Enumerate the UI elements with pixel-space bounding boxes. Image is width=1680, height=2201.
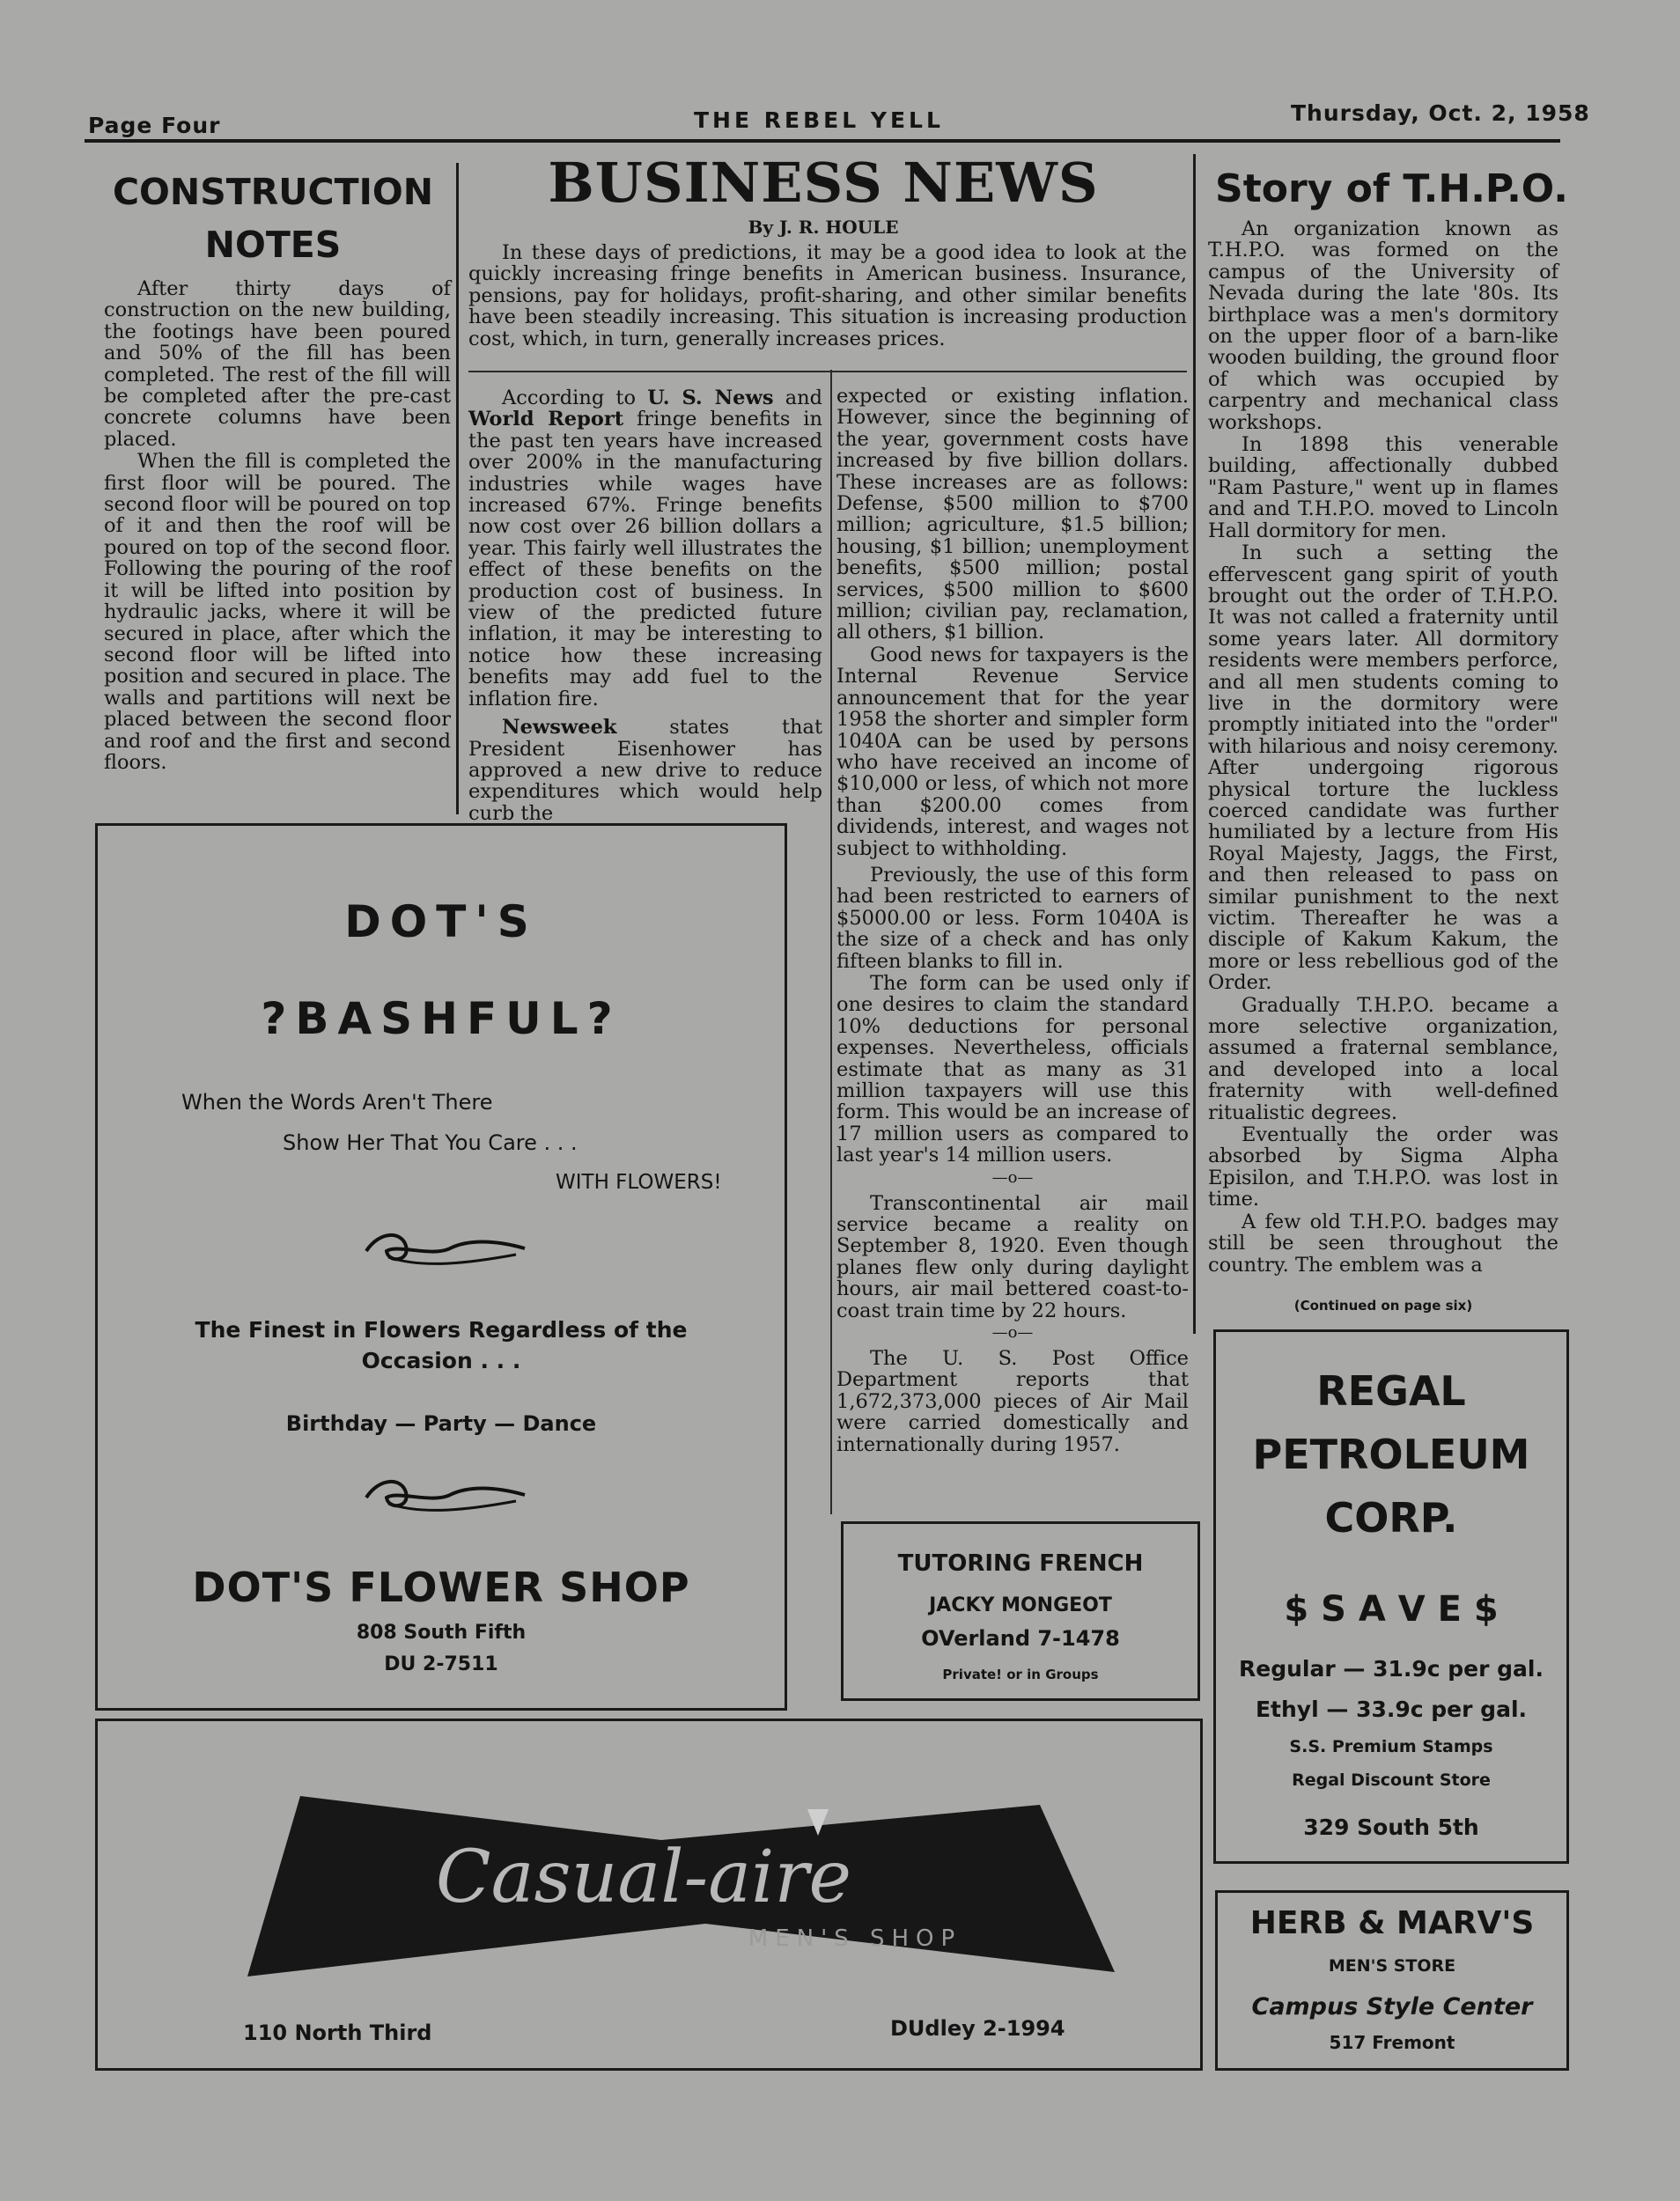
regal-petroleum-ad [1213,1329,1569,1864]
column-rule-2 [1193,154,1196,1334]
regal-stamps: S.S. Premium Stamps [1289,1737,1493,1756]
text: According to [502,386,648,409]
business-title: BUSINESS NEWS [548,151,1099,215]
thpo-paragraph: A few old T.H.P.O. badges may still be seen throughout the country. The emblem was a [1208,1210,1558,1277]
source-name: Newsweek [502,716,617,740]
dots-line8: Birthday — Party — Dance [285,1411,597,1436]
herb-title: HERB & MARV'S [1249,1905,1535,1941]
casual-aire-phone: DUdley 2-1994 [890,2016,1065,2041]
source-name: World Report [468,408,624,431]
business-lead [468,242,1187,350]
dots-shop-name: DOT'S FLOWER SHOP [192,1564,690,1611]
herb-slogan: Campus Style Center [1251,1993,1533,2021]
herb-address: 517 Fremont [1329,2032,1455,2053]
text: and [773,386,823,409]
thpo-paragraph: In such a setting the effervescent gang spirit of youth brought out the order of T.H.P.O. It was not called a fraternity until some years later. All dormitory residents were members perforce, and all men students coming to live in the dormitory were promptly initiated into the "order" with hilarious and noisy ceremony. After undergoing rigorous physical torture the luckless coerced candidate was further humiliated by a lecture from His Royal Majesty, Jaggs, the First, and then released to pass on similar punishment to the next victim. Thereafter he was a disciple of Kakum Kakum, the more or less rebellious god of the Order. [1208,541,1558,995]
column-rule-1 [456,163,459,814]
business-right-column [836,386,1189,1456]
construction-title-line1: CONSTRUCTION [112,171,434,213]
dots-line2: ?BASHFUL? [261,993,622,1044]
construction-title-line2: NOTES [204,224,342,266]
thpo-paragraph: In 1898 this venerable building, affectionally dubbed "Ram Pasture," went up in flames and and T.H.P.O. moved to Lincoln Hall dormitory for men. [1208,433,1558,542]
construction-title [97,166,449,271]
casual-aire-ad [95,1719,1203,2071]
dots-phone: DU 2-7511 [384,1653,498,1675]
tutoring-phone: OVerland 7-1478 [921,1626,1120,1651]
tutoring-ad [841,1521,1200,1701]
regal-store: Regal Discount Store [1292,1770,1491,1790]
regal-line2: PETROLEUM [1252,1431,1530,1478]
tutoring-title: TUTORING FRENCH [897,1550,1144,1577]
construction-paragraph: When the fill is completed the first floor will be poured. The second floor will be poured on top of it and then the roof will be poured on top of the second floor. Following the pouring of the roof it will be lifted into position by hydraulic jacks, where it will be secured in place, after which the second floor will be lifted into position and secured in place. The walls and partitions will next be placed between the second floor and roof and the first and second floors. [104,450,451,774]
casual-aire-tagline: MEN'S SHOP [748,1925,962,1952]
business-paragraph: Transcontinental air mail service became a reality on September 8, 1920. Even though planes flew only during daylight hours, air mail bettered coast-to-coast train time by 22 hours. [836,1191,1189,1322]
dots-flower-ad [95,823,787,1711]
dots-line6: The Finest in Flowers Regardless of the [195,1317,688,1343]
regal-save: $ S A V E $ [1284,1589,1499,1630]
article-separator: —o— [991,1323,1034,1343]
business-paragraph: Previously, the use of this form had been restricted to earners of $5000.00 or less. Form 1040A is the size of a check and has only fifteen blanks to fill in. [836,863,1189,973]
ornament-flourish [362,1226,529,1270]
business-lead-paragraph: In these days of predictions, it may be a good idea to look at the quickly increasing fringe benefits in American business. Insurance, pensions, pay for holidays, profit-sharing, and other similar benefits have been steadily increasing. This situation is increasing production cost, which, in turn, generally increases prices. [468,241,1187,350]
business-paragraph [468,717,822,824]
regal-line3: CORP. [1324,1494,1458,1542]
tutoring-note: Private! or in Groups [942,1667,1099,1682]
business-paragraph [468,387,822,710]
thpo-article [1208,218,1558,1277]
casual-aire-address: 110 North Third [243,2021,432,2045]
dots-line3: When the Words Aren't There [181,1090,493,1115]
business-paragraph: The U. S. Post Office Department reports that 1,672,373,000 pieces of Air Mail were carried domestically and internationally during 1957. [836,1347,1189,1456]
page-number: Page Four [88,113,221,138]
text: states that President Eisenhower has approved a new drive to reduce expenditures which would help curb the [468,716,822,825]
regal-ethyl-price: Ethyl — 33.9c per gal. [1255,1697,1528,1722]
business-paragraph: The form can be used only if one desires to claim the standard 10% deductions for personal expenses. Nevertheless, officials estimate that as many as 31 million taxpayers will use this form. This would be an increase of 17 million users as compared to last year's 14 million users. [836,971,1189,1167]
ornament-flourish [362,1473,529,1517]
article-separator: —o— [991,1167,1034,1187]
dots-line4: Show Her That You Care . . . [283,1130,578,1155]
thpo-paragraph: Eventually the order was absorbed by Sigma Alpha Episilon, and T.H.P.O. was lost in time. [1208,1123,1558,1211]
tutoring-name: JACKY MONGEOT [929,1594,1112,1616]
masthead-rule [85,139,1560,143]
newspaper-name: THE REBEL YELL [694,107,944,133]
herb-subtitle: MEN'S STORE [1328,1956,1456,1976]
regal-address: 329 South 5th [1303,1815,1479,1840]
construction-paragraph: After thirty days of construction on the new building, the footings have been poured and 50% of the fill has been completed. The rest of the fill will be completed after the pre-cast concrete columns have been placed. [104,277,451,451]
business-byline: By J. R. HOULE [748,217,899,238]
business-paragraph: expected or existing inflation. However, since the beginning of the year, government costs have increased by five billion dollars. These increases are as follows: Defense, $500 million to $700 million; agriculture, $1.5 billion; housing, $1 billion; unemployment benefits, $500 million; postal services, $500 million to $600 million; civilian pay, reclamation, all others, $1 billion. [836,385,1189,644]
business-lead-rule [468,371,1187,372]
business-left-column [468,387,822,825]
thpo-paragraph: Gradually T.H.P.O. became a more selective organization, assumed a fraternal semblance, and developed into a local fraternity with well-defined ritualistic degrees. [1208,993,1558,1124]
dots-line5: WITH FLOWERS! [556,1171,722,1194]
issue-date: Thursday, Oct. 2, 1958 [1291,100,1590,126]
text: fringe benefits in the past ten years have increased over 200% in the manufacturing industries while wages have increased 67%. Fringe benefits now cost over 26 billion dollars a year. This fairly well illustrates the effect of these benefits on the production cost of business. In view of the predicted future inflation, it may be interesting to notice how these increasing benefits may add fuel to the inflation fire. [468,408,822,710]
continued-note: (Continued on page six) [1293,1298,1473,1314]
column-rule-3 [830,370,832,1514]
herb-marvs-ad [1215,1890,1569,2071]
regal-line1: REGAL [1316,1367,1466,1415]
thpo-title: Story of T.H.P.O. [1215,166,1568,211]
dots-line7: Occasion . . . [361,1348,521,1373]
dots-address: 808 South Fifth [356,1622,527,1644]
dots-line1: DOT'S [344,896,538,947]
thpo-paragraph: An organization known as T.H.P.O. was formed on the campus of the University of Nevada during the late '80s. Its birthplace was a men's dormitory on the upper floor of a barn-like wooden building, the ground floor of which was occupied by carpentry and mechanical class workshops. [1208,217,1558,434]
business-paragraph: Good news for taxpayers is the Internal Revenue Service announcement that for the year 1958 the shorter and simpler form 1040A can be used by persons who have received an income of $10,000 or less, of which not more than $200.00 comes from dividends, interest, and wages not subject to withholding. [836,643,1189,860]
construction-article [104,278,451,774]
casual-aire-banner [247,1756,1128,1981]
regal-regular-price: Regular — 31.9c per gal. [1239,1656,1544,1682]
source-name: U. S. News [647,386,774,409]
casual-aire-brand: Casual-aire [435,1836,852,1919]
